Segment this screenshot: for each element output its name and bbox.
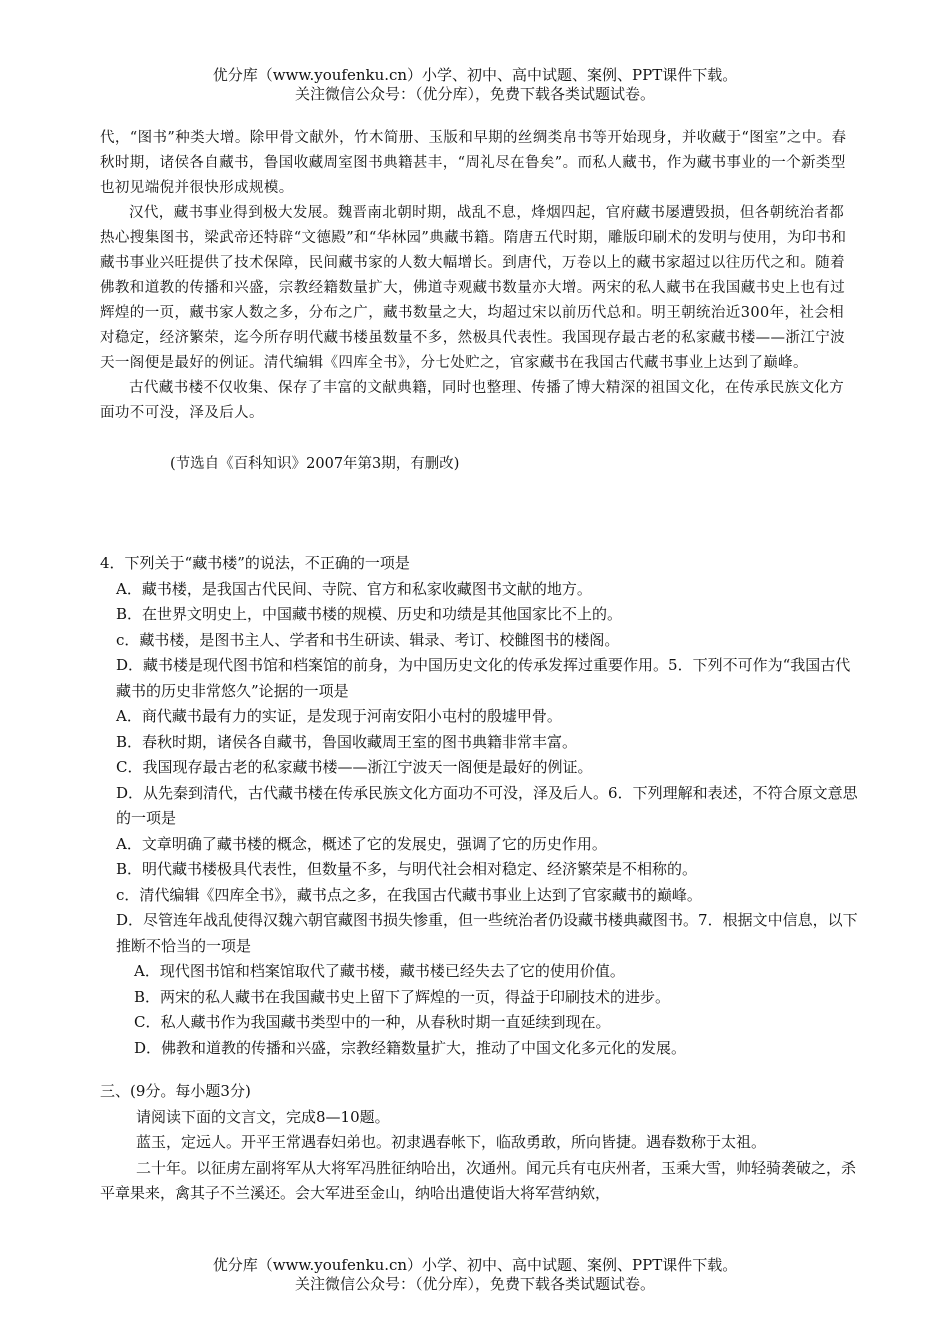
question-5-option-a: A．商代藏书最有力的实证，是发现于河南安阳小屯村的殷墟甲骨。 — [116, 707, 562, 725]
question-7-option-b: B．两宋的私人藏书在我国藏书史上留下了辉煌的一页，得益于印刷技术的进步。 — [134, 987, 671, 1006]
question-6-option-b: B．明代藏书楼极具代表性，但数量不多，与明代社会相对稳定、经济繁荣是不相称的。 — [116, 860, 698, 878]
question-4-option-c: c．藏书楼，是图书主人、学者和书生研读、辑录、考订、校雠图书的楼阁。 — [116, 630, 620, 649]
footer-line-2: 关注微信公众号：（优分库），免费下载各类试题试卷。 — [294, 1275, 655, 1293]
question-5-option-d-and-question-6: D．从先秦到清代，古代藏书楼在传承民族文化方面功不可没，泽及后人。6．下列理解和表述，不符合原文意思的一项是 — [116, 783, 858, 827]
question-7-option-c: C．私人藏书作为我国藏书类型中的一种，从春秋时期一直延续到现在。 — [134, 1013, 611, 1031]
header-line-2: 关注微信公众号：（优分库），免费下载各类试题试卷。 — [294, 85, 655, 103]
page-header — [0, 66, 950, 104]
question-6-option-a: A．文章明确了藏书楼的概念，概述了它的发展史，强调了它的历史作用。 — [116, 834, 607, 853]
question-4-option-d-and-question-5: D．藏书楼是现代图书馆和档案馆的前身，为中国历史文化的传承发挥过重要作用。5．下列不可作为“我国古代藏书的历史非常悠久”论据的一项是 — [116, 656, 851, 700]
footer-line-1: 优分库（www.youfenku.cn）小学、初中、高中试题、案例、PPT课件下载。 — [212, 1256, 738, 1274]
passage-paragraph-2: 汉代，藏书事业得到极大发展。魏晋南北朝时期，战乱不息，烽烟四起，官府藏书屡遭毁损，但各朝统治者都热心搜集图书，梁武帝还特辟“文德殿”和“华林园”典藏书籍。隋唐五代时期，雕版印刷术的发明与使用，为印书和藏书事业兴旺提供了技术保障，民间藏书家的人数大幅增长。到唐代，万卷以上的藏书家超过以往历代之和。随着佛教和道教的传播和兴盛，宗教经籍数量扩大，佛道寺观藏书数量亦大增。两宋的私人藏书在我国藏书史上也有过辉煌的一页，藏书家人数之多，分布之广，藏书数量之大，均超过宋以前历代总和。明王朝统治近300年，社会相对稳定，经济繁荣，迄今所存明代藏书楼虽数量不多，然极具代表性。我国现存最古老的私家藏书楼——浙江宁波天一阁便是最好的例证。清代编辑《四库全书》，分七处贮之，官家藏书在我国古代藏书事业上达到了巅峰。 — [100, 205, 847, 371]
question-6-option-c: c．清代编辑《四库全书》，藏书点之多，在我国古代藏书事业上达到了官家藏书的巅峰。 — [116, 885, 702, 904]
question-7-option-a: A．现代图书馆和档案馆取代了藏书楼，藏书楼已经失去了它的使用价值。 — [134, 962, 625, 980]
question-4-option-a: A．藏书楼，是我国古代民间、寺院、官方和私家收藏图书文献的地方。 — [116, 579, 592, 598]
question-4: 4．下列关于“藏书楼”的说法，不正确的一项是 — [100, 554, 410, 572]
question-7-option-d: D．佛教和道教的传播和兴盛，宗教经籍数量扩大，推动了中国文化多元化的发展。 — [134, 1038, 687, 1057]
question-4-option-b: B．在世界文明史上，中国藏书楼的规模、历史和功绩是其他国家比不上的。 — [116, 605, 623, 623]
passage-source: (节选自《百科知识》2007年第3期，有删改) — [170, 456, 460, 472]
question-6-option-d-and-question-7: D．尽管连年战乱使得汉魏六朝官藏图书损失惨重，但一些统治者仍设藏书楼典藏图书。7．根据文中信息，以下推断不恰当的一项是 — [116, 911, 858, 955]
reading-passage — [100, 126, 852, 426]
header-line-1: 优分库（www.youfenku.cn）小学、初中、高中试题、案例、PPT课件下载。 — [212, 66, 738, 84]
question-5-option-c: C．我国现存最古老的私家藏书楼——浙江宁波天一阁便是最好的例证。 — [116, 758, 593, 776]
passage-paragraph-1: 代，“图书”种类大增。除甲骨文献外，竹木简册、玉版和早期的丝绸类帛书等开始现身，并收藏于“图室”之中。春秋时期，诸侯各自藏书，鲁国收藏周室图书典籍甚丰，“周礼尽在鲁矣”。而私人藏书，作为藏书事业的一个新类型也初见端倪并很快形成规模。 — [100, 130, 847, 196]
questions-section — [100, 551, 862, 1207]
classical-text-paragraph-2: 二十年。以征虏左副将军从大将军冯胜征纳哈出，次通州。闻元兵有屯庆州者，玉乘大雪，帅轻骑袭破之，杀平章果来，禽其子不兰溪还。会大军进至金山，纳哈出遣使诣大将军营纳欸， — [100, 1158, 857, 1202]
classical-text-paragraph-1: 蓝玉，定远人。开平王常遇春妇弟也。初隶遇春帐下，临敌勇敢，所向皆捷。遇春数称于太祖。 — [136, 1133, 767, 1151]
section-3-instructions: 请阅读下面的文言文，完成8—10题。 — [136, 1107, 390, 1126]
question-5-option-b: B．春秋时期，诸侯各自藏书，鲁国收藏周王室的图书典籍非常丰富。 — [116, 732, 578, 751]
passage-paragraph-3: 古代藏书楼不仅收集、保存了丰富的文献典籍，同时也整理、传播了博大精深的祖国文化，在传承民族文化方面功不可没，泽及后人。 — [100, 380, 845, 421]
page-footer — [0, 1256, 950, 1294]
section-3-heading: 三、(9分。每小题3分) — [100, 1082, 251, 1100]
